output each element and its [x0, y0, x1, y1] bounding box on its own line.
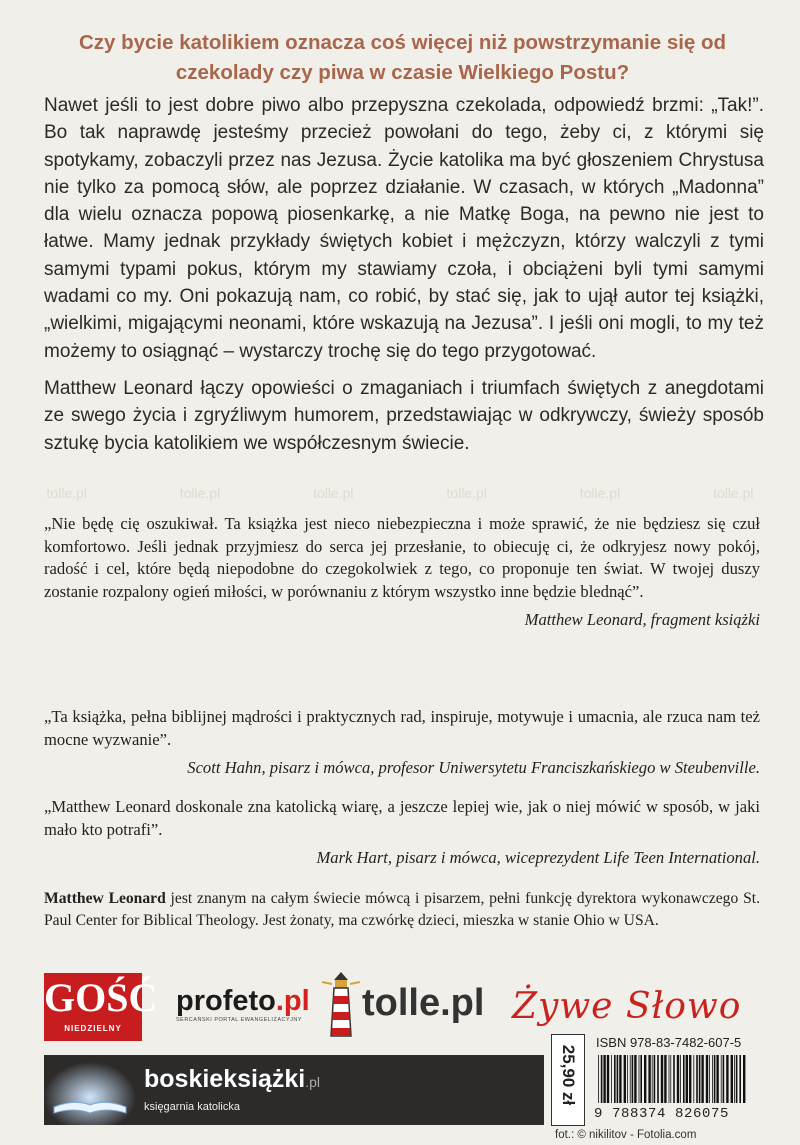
- tolle-logo-text: tolle.pl: [362, 982, 485, 1024]
- barcode-bar: [693, 1055, 694, 1103]
- barcode: [596, 1055, 746, 1103]
- profeto-logo: [176, 985, 311, 1035]
- barcode-bar: [712, 1055, 713, 1103]
- watermark: tolle.pl: [46, 485, 87, 501]
- barcode-bar: [654, 1055, 656, 1103]
- boskie-brand-suffix: .pl: [305, 1074, 321, 1090]
- barcode-bar: [627, 1055, 628, 1103]
- price-box: [551, 1034, 585, 1126]
- barcode-bar: [706, 1055, 708, 1103]
- author-bio-text: jest znanym na całym świecie mówcą i pisarzem, pełni funkcję dyrektora wykonawczego St. Paul Center for Biblical Theology. Jest żonaty, ma czwórkę dzieci, mieszka w stanie Ohio w USA.: [44, 890, 760, 929]
- barcode-bar: [734, 1055, 735, 1103]
- barcode-bar: [701, 1055, 703, 1103]
- barcode-bar: [630, 1055, 631, 1103]
- description-paragraph: Nawet jeśli to jest dobre piwo albo przepyszna czekolada, odpowiedź brzmi: „Tak!”. Bo tak naprawdę jesteśmy przecież powołani do tego, żeby ci, z którymi się spotykamy, zobaczyli przez nas Jezusa. Życie katolika ma być głoszeniem Chrystusa nie tylko za pomocą słów, ale poprzez działanie. W czasach, w których „Madonna” dla wielu oznacza popową piosenkarkę, a nie Matkę Boga, na pewno nie jest to łatwe. Mamy jednak przykłady świętych kobiet i mężczyzn, którzy walczyli z tymi samymi typami pokus, którym my stawiamy czoła, i obciążeni byli tymi samymi wadami co my. Oni pokazują nam, co robić, by stać się, jak to ujął autor tej książki, „wielkimi, migającymi neonami, które wskazują na Jezusa”. I jeśli oni mogli, to my też możemy to osiągnąć – wystarczy trochę się do tego przygotować.: [44, 95, 764, 362]
- author-name: Matthew Leonard: [44, 890, 166, 907]
- barcode-bar: [721, 1055, 722, 1103]
- quote-text: „Matthew Leonard doskonale zna katolicką wiarę, a jeszcze lepiej wie, jak o niej mówić w sposób, w jaki mało kto potrafi”.: [44, 797, 760, 839]
- barcode-bar: [716, 1055, 718, 1103]
- barcode-bar: [624, 1055, 626, 1103]
- boskie-ksiazki-banner: [44, 1055, 544, 1125]
- watermark-strip: [0, 485, 800, 509]
- barcode-bar: [634, 1055, 636, 1103]
- barcode-bar: [699, 1055, 701, 1103]
- quote-attribution: Scott Hahn, pisarz i mówca, profesor Uniwersytetu Franciszkańskiego w Steubenville.: [187, 758, 760, 777]
- description: [44, 92, 764, 467]
- barcode-bar: [639, 1055, 640, 1103]
- barcode-bar: [673, 1055, 675, 1103]
- barcode-bar: [739, 1055, 741, 1103]
- gosc-niedzielny-logo: [44, 973, 158, 1041]
- boskie-brand-text: boskieksiążki: [144, 1065, 306, 1093]
- photo-credit: fot.: © nikilitov - Fotolia.com: [555, 1129, 697, 1141]
- barcode-bar: [632, 1055, 634, 1103]
- barcode-bar: [680, 1055, 681, 1103]
- quote-text: „Nie będę cię oszukiwał. Ta książka jest nieco niebezpieczna i może sprawić, że nie będziesz się czuł komfortowo. Jeśli jednak przyjmiesz do serca jej przesłanie, to obiecuję ci, że odkryjesz nowy pokój, radość i cel, które będą niepodobne do czegokolwiek z tego, co proponuje ten świat. W twojej duszy zostanie rozpalony ogień miłości, w porównaniu z którym wszystko inne będzie blednąć”.: [44, 514, 760, 601]
- profeto-logo-text: profeto: [176, 985, 276, 1017]
- barcode-bar: [617, 1055, 619, 1103]
- description-paragraph: Matthew Leonard łączy opowieści o zmaganiach i triumfach świętych z anegdotami ze swego życia i zgryźliwym humorem, przedstawiając w odkrywczy, świeży sposób sztukę bycia katolikiem we współczesnym świecie.: [44, 377, 764, 454]
- zywe-slowo-logo: Żywe Słowo: [512, 986, 742, 1027]
- barcode-bar: [603, 1055, 605, 1103]
- barcode-bar: [644, 1055, 646, 1103]
- lighthouse-icon: [320, 970, 362, 1040]
- blurb-quote: [44, 513, 760, 632]
- gosc-logo-sub: NIEDZIELNY: [64, 1024, 122, 1033]
- barcode-bar: [652, 1055, 653, 1103]
- isbn: ISBN 978-83-7482-607-5: [596, 1035, 742, 1050]
- barcode-bar: [661, 1055, 663, 1103]
- barcode-bar: [598, 1055, 599, 1103]
- open-book-icon: [44, 1055, 136, 1125]
- barcode-bar: [619, 1055, 621, 1103]
- barcode-bar: [657, 1055, 659, 1103]
- barcode-bar: [714, 1055, 716, 1103]
- barcode-bar: [677, 1055, 679, 1103]
- barcode-bar: [664, 1055, 666, 1103]
- watermark: tolle.pl: [579, 485, 621, 501]
- barcode-bar: [640, 1055, 642, 1103]
- price: 25,90 zł: [559, 1044, 578, 1106]
- barcode-bar: [726, 1055, 728, 1103]
- blurb-quote: [44, 706, 760, 780]
- barcode-bar: [683, 1055, 685, 1103]
- headline: Czy bycie katolikiem oznacza coś więcej niż powstrzymanie się od czekolady czy piwa w czasie Wielkiego Postu?: [78, 31, 727, 84]
- quote-text: „Ta książka, pełna biblijnej mądrości i praktycznych rad, inspiruje, motywuje i umacnia, ale rzuca nam też mocne wyzwanie”.: [44, 707, 760, 749]
- barcode-bar: [611, 1055, 612, 1103]
- barcode-bar: [696, 1055, 698, 1103]
- author-bio: [44, 888, 760, 932]
- watermark: tolle.pl: [179, 485, 221, 501]
- barcode-bar: [614, 1055, 616, 1103]
- barcode-number: 9 788374 826075: [594, 1106, 730, 1122]
- barcode-bar: [669, 1055, 670, 1103]
- barcode-bar: [709, 1055, 710, 1103]
- watermark: tolle.pl: [313, 485, 354, 501]
- watermark: tolle.pl: [446, 485, 487, 501]
- quote-attribution: Mark Hart, pisarz i mówca, wiceprezydent Life Teen International.: [316, 848, 760, 867]
- blurb-quote: [44, 796, 760, 870]
- profeto-logo-suffix: .pl: [275, 985, 310, 1017]
- quote-attribution: Matthew Leonard, fragment książki: [524, 610, 760, 629]
- barcode-bar: [689, 1055, 691, 1103]
- barcode-bar: [743, 1055, 745, 1103]
- barcode-bar: [686, 1055, 688, 1103]
- boskie-brand-sub: księgarnia katolicka: [144, 1101, 240, 1113]
- barcode-bar: [601, 1055, 603, 1103]
- barcode-bar: [670, 1055, 671, 1103]
- watermark: tolle.pl: [713, 485, 754, 501]
- barcode-bar: [731, 1055, 733, 1103]
- barcode-bar: [648, 1055, 650, 1103]
- barcode-bar: [607, 1055, 609, 1103]
- gosc-logo-text: GOŚĆ: [44, 975, 158, 1020]
- barcode-bar: [736, 1055, 738, 1103]
- barcode-bar: [723, 1055, 725, 1103]
- tolle-logo: [320, 970, 495, 1040]
- profeto-logo-tagline: SERCAŃSKI PORTAL EWANGELIZACYJNY: [176, 1017, 303, 1023]
